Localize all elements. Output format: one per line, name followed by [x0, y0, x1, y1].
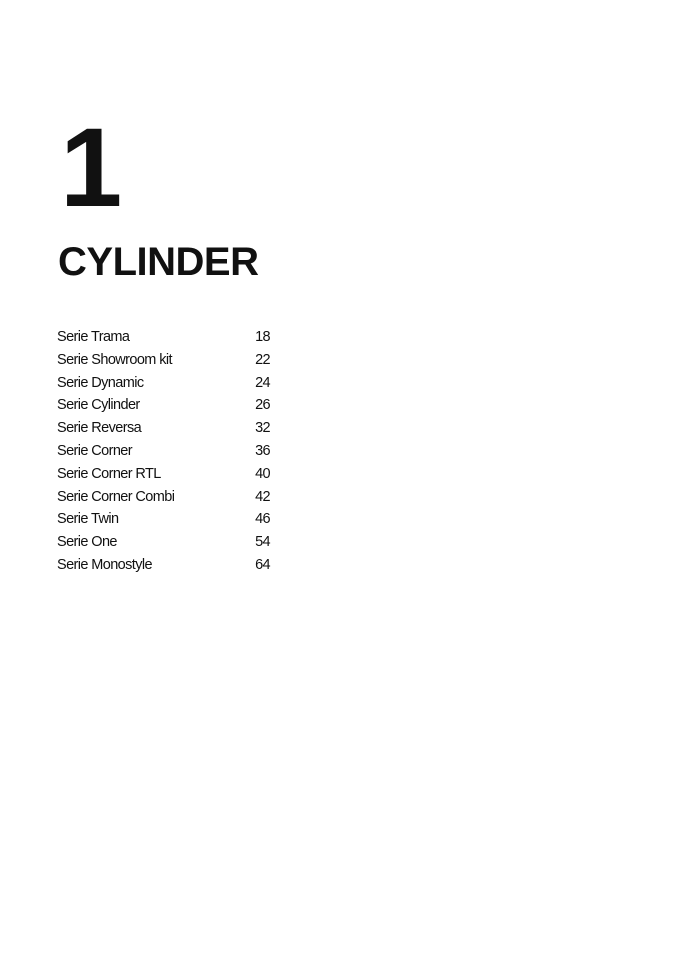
toc-entry-label: Serie Reversa — [57, 420, 142, 437]
toc-entry-page: 36 — [255, 442, 270, 459]
chapter-number: 1 — [60, 105, 121, 230]
toc-entry-page: 22 — [255, 351, 270, 368]
toc-entry-label: Serie Corner Combi — [57, 488, 175, 505]
toc-entry-label: Serie Showroom kit — [57, 351, 172, 368]
toc-entry-label: Serie Cylinder — [57, 397, 140, 414]
toc-entry-page: 64 — [255, 556, 270, 573]
toc-entry-page: 32 — [255, 420, 270, 437]
toc-entry-label: Serie Monostyle — [57, 556, 152, 573]
toc-entry-corner-rtl[interactable] — [57, 463, 270, 486]
toc-entry-cylinder[interactable] — [57, 394, 270, 417]
toc-entry-page: 26 — [255, 397, 270, 414]
toc-entry-label: Serie Corner — [57, 442, 132, 459]
toc-entry-label: Serie One — [57, 534, 117, 551]
toc-entry-corner-combi[interactable] — [57, 486, 270, 509]
toc-entry-reversa[interactable] — [57, 417, 270, 440]
toc-entry-label: Serie Twin — [57, 511, 119, 528]
toc-entry-monostyle[interactable] — [57, 554, 270, 577]
toc-entry-label: Serie Trama — [57, 329, 130, 345]
toc-entry-page: 18 — [255, 329, 270, 345]
toc-entry-page: 54 — [255, 534, 270, 551]
chapter-title: CYLINDER — [58, 240, 259, 284]
toc-entry-showroom-kit[interactable] — [57, 349, 270, 372]
toc-entry-page: 40 — [255, 465, 270, 482]
toc-entry-label: Serie Dynamic — [57, 374, 144, 391]
toc-entry-label: Serie Corner RTL — [57, 465, 161, 482]
toc-entry-page: 42 — [255, 488, 270, 505]
toc-entry-twin[interactable] — [57, 508, 270, 531]
toc-entry-dynamic[interactable] — [57, 372, 270, 395]
toc-entry-page: 24 — [255, 374, 270, 391]
toc-entry-trama[interactable] — [57, 326, 270, 349]
table-of-contents — [57, 326, 270, 577]
toc-entry-corner[interactable] — [57, 440, 270, 463]
toc-entry-one[interactable] — [57, 531, 270, 554]
toc-entry-page: 46 — [255, 511, 270, 528]
